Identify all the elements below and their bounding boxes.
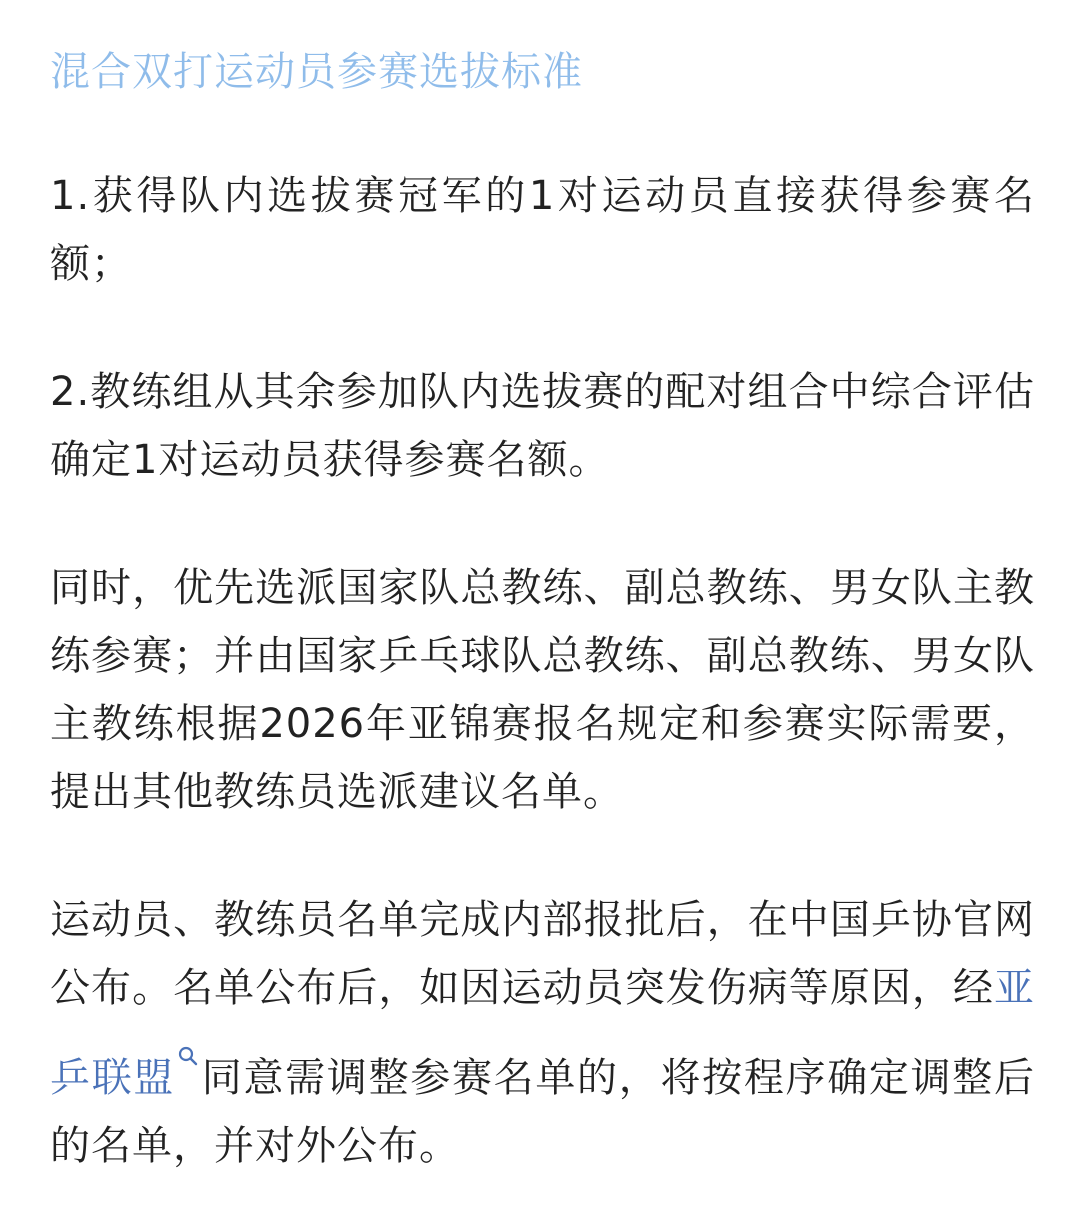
announcement-text-end: 同意需调整参赛名单的，将按程序确定调整后的名单，并对外公布。 <box>50 1055 1036 1169</box>
search-icon[interactable] <box>177 1022 199 1046</box>
paragraph-rule-2: 2.教练组从其余参加队内选拔赛的配对组合中综合评估确定1对运动员获得参赛名额。 <box>50 369 1035 483</box>
announcement-text-start: 运动员、教练员名单完成内部报批后，在中国乒协官网公布。名单公布后，如因运动员突发伤病等原因，经 <box>50 897 1035 1011</box>
paragraph-announcement <box>50 886 1035 1180</box>
article-body <box>50 38 1035 1180</box>
section-heading: 混合双打运动员参赛选拔标准 <box>50 49 583 95</box>
asian-ttu-link[interactable]: 亚乒联盟 <box>50 965 1035 1101</box>
paragraph-rule-1: 1.获得队内选拔赛冠军的1对运动员直接获得参赛名额； <box>50 173 1035 287</box>
paragraph-coaches: 同时，优先选派国家队总教练、副总教练、男女队主教练参赛；并由国家乒乓球队总教练、副总教练、男女队主教练根据2026年亚锦赛报名规定和参赛实际需要，提出其他教练员选派建议名单。 <box>50 565 1035 815</box>
